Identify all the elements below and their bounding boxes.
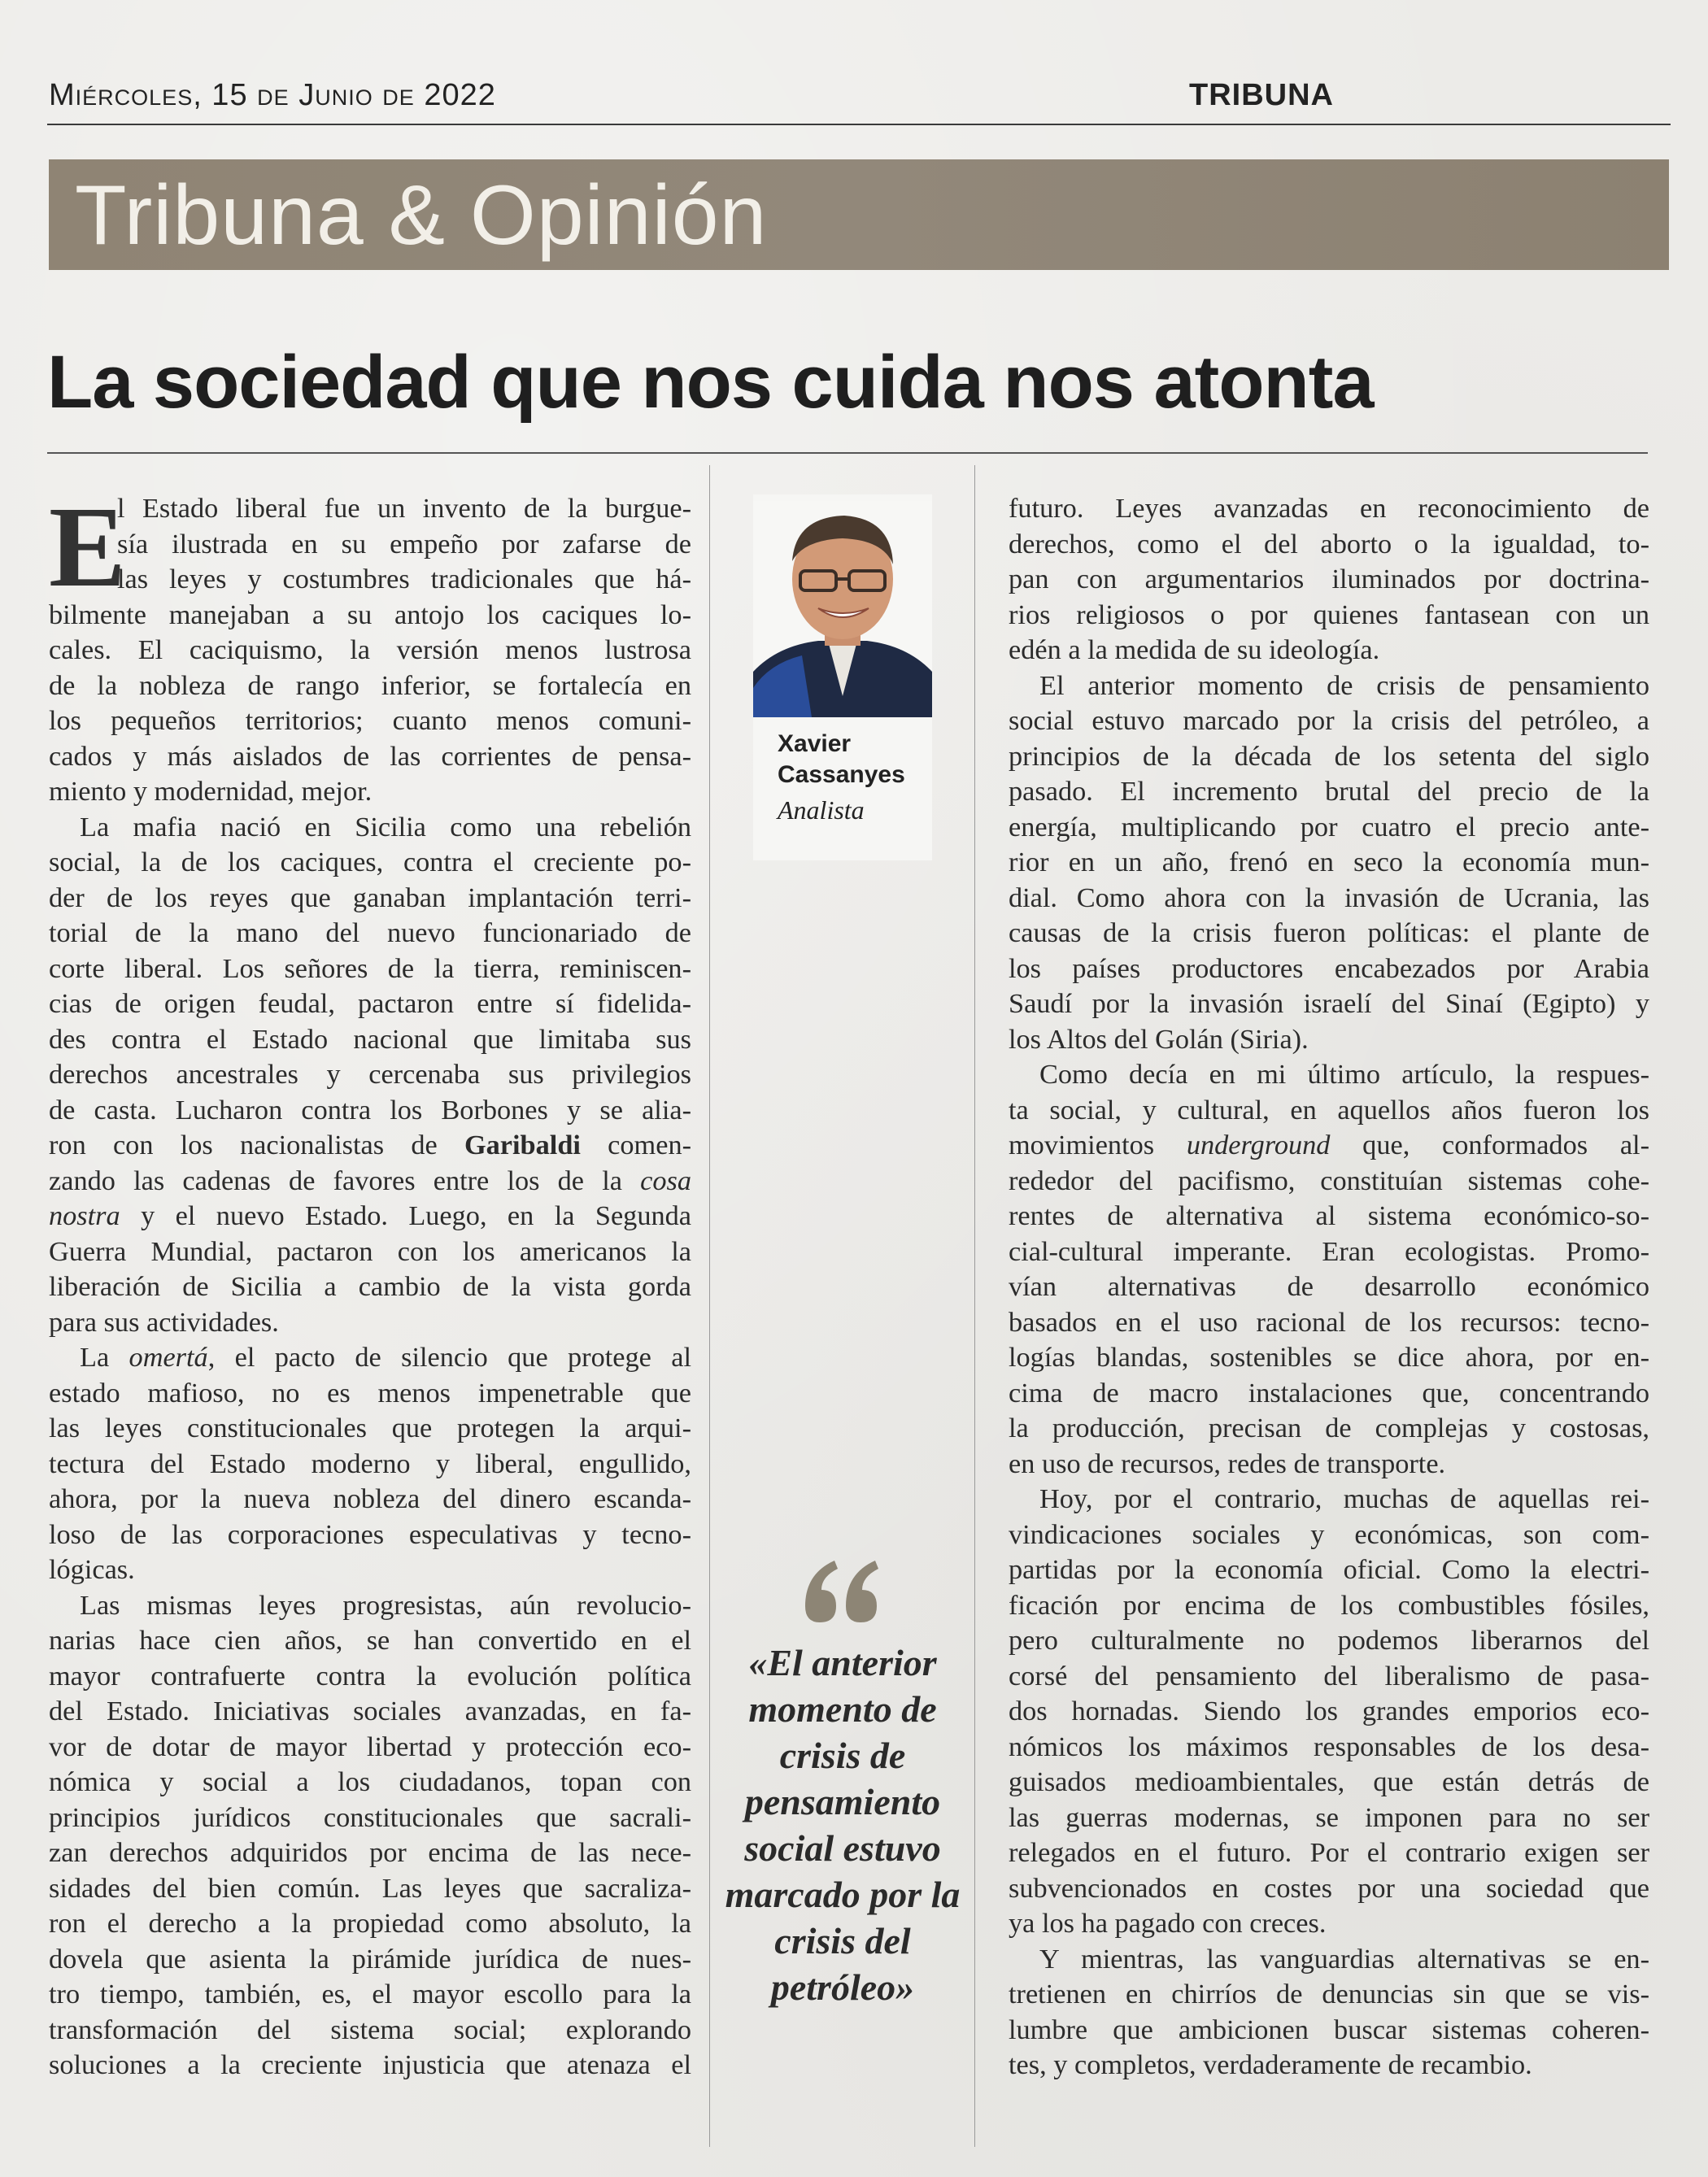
italic-term: omertá	[129, 1342, 208, 1373]
text-fragment: que, conformados al-	[1362, 1130, 1649, 1160]
text-line: Las mismas leyes progresistas, aún revolucio-	[80, 1589, 691, 1621]
text-line: social, la de los caciques, contra el creciente po-	[49, 847, 691, 877]
text-line: pero culturalmente no podemos liberarnos del	[1009, 1625, 1649, 1656]
text-line: futuro. Leyes avanzadas en reconocimiento de	[1009, 493, 1649, 524]
text-line: tro tiempo, también, es, el mayor escollo para la	[49, 1979, 691, 2009]
italic-term: nostra	[49, 1200, 120, 1231]
author-name	[778, 729, 932, 790]
text-line: tectura del Estado moderno y liberal, engullido,	[49, 1448, 691, 1479]
text-line: los pequeños territorios; cuanto menos comuni-	[49, 705, 691, 736]
text-line: Guerra Mundial, pactaron con los americanos la	[49, 1235, 691, 1267]
text-line: nómicos los máximos responsables de los desa-	[1009, 1731, 1649, 1762]
text-line: edén a la medida de su ideología.	[1009, 634, 1380, 665]
bold-name: Garibaldi	[464, 1130, 581, 1160]
text-line: rentes de alternativa al sistema económico-so-	[1009, 1200, 1649, 1231]
text-fragment: , el pacto de silencio que protege al	[207, 1342, 691, 1373]
header-rule	[47, 124, 1671, 125]
text-line: cial-cultural imperante. Eran ecologistas. Promo-	[1009, 1235, 1649, 1267]
text-line: logías blandas, sostenibles se dice ahora, por en-	[1009, 1342, 1649, 1373]
text-line: Y mientras, las vanguardias alternativas se en-	[1039, 1943, 1649, 1975]
text-line	[49, 1199, 691, 1234]
text-line: El anterior momento de crisis de pensamiento	[1039, 669, 1649, 701]
text-line: ron el derecho a la propiedad como absoluto, la	[49, 1908, 691, 1939]
author-role: Analista	[778, 795, 865, 825]
text-line: soluciones a la creciente injusticia que atenaza el	[49, 2049, 691, 2080]
text-line: guisados medioambientales, que están detrás de	[1009, 1766, 1649, 1797]
article-column-1	[49, 482, 692, 2083]
text-line: cados y más aislados de las corrientes de pensa-	[49, 740, 691, 772]
text-line: principios de la década de los setenta del siglo	[1009, 740, 1649, 772]
text-line	[49, 1128, 691, 1164]
drop-cap: E	[49, 482, 126, 611]
author-first-name: Xavier	[778, 730, 852, 757]
quote-mark-icon	[797, 1549, 887, 1631]
italic-term: cosa	[640, 1165, 692, 1196]
text-line: las leyes constitucionales que protegen la arqui-	[49, 1413, 691, 1443]
text-line: rios religiosos o por quienes fantasean con un	[1009, 599, 1649, 630]
text-line: vían alternativas de desarrollo económico	[1009, 1271, 1649, 1302]
text-line: bilmente manejaban a su antojo los caciques lo-	[49, 599, 691, 630]
text-line: dovela que asienta la pirámide jurídica de nues-	[49, 1943, 691, 1975]
section-name: TRIBUNA	[1189, 78, 1334, 112]
text-line: ta social, y cultural, en aquellos años fueron los	[1009, 1094, 1649, 1126]
text-line: corte liberal. Los señores de la tierra, reminiscen-	[49, 952, 691, 984]
text-line: Como decía en mi último artículo, la respues-	[1039, 1059, 1649, 1090]
text-line	[49, 1164, 691, 1200]
text-line: los Altos del Golán (Siria).	[1009, 1023, 1309, 1055]
text-line: partidas por la economía oficial. Como la electri-	[1009, 1554, 1649, 1585]
text-line	[49, 1340, 691, 1376]
text-line: Saudí por la invasión israelí del Sinaí (Egipto) y	[1009, 988, 1649, 1019]
article-column-3	[1009, 491, 1649, 2083]
text-line: cima de macro instalaciones que, concentrando	[1009, 1377, 1649, 1409]
text-line: en uso de recursos, redes de transporte.	[1009, 1448, 1446, 1479]
text-line: la producción, precisan de complejas y costosas,	[1009, 1413, 1649, 1443]
text-line: loso de las corporaciones especulativas y tecno-	[49, 1518, 691, 1550]
author-last-name: Cassanyes	[778, 761, 905, 788]
text-line: relegados en el futuro. Por el contrario exigen ser	[1009, 1837, 1649, 1868]
text-line: de la nobleza de rango inferior, se fortalecía en	[49, 669, 691, 701]
text-line: tretienen en chirríos de denuncias sin que se vis-	[1009, 1979, 1649, 2009]
text-line: zan derechos adquiridos por encima de las nece-	[49, 1837, 691, 1868]
text-line: dial. Como ahora con la invasión de Ucrania, las	[1009, 882, 1649, 913]
text-fragment: ron con los nacionalistas de	[49, 1130, 438, 1160]
text-line: principios jurídicos constitucionales que sacrali-	[49, 1801, 691, 1833]
text-line: las guerras modernas, se imponen para no ser	[1009, 1801, 1649, 1833]
text-line: social estuvo marcado por la crisis del petróleo, a	[1009, 705, 1649, 736]
text-line: derechos, como el del aborto o la igualdad, to-	[1009, 528, 1649, 559]
text-line: para sus actividades.	[49, 1306, 279, 1338]
text-line	[1009, 1128, 1649, 1164]
text-line: cales. El caciquismo, la versión menos lustrosa	[49, 634, 691, 665]
text-fragment: La	[80, 1342, 110, 1373]
text-fragment: zando las cadenas de favores entre los de la	[49, 1165, 622, 1196]
text-line: pasado. El incremento brutal del precio de la	[1009, 776, 1649, 807]
text-line: estado mafioso, no es menos impenetrable que	[49, 1377, 691, 1409]
text-line: ahora, por la nueva nobleza del dinero escanda-	[49, 1483, 691, 1514]
column-divider-left	[709, 465, 710, 2147]
text-line: rededor del pacifismo, constituían sistemas cohe-	[1009, 1165, 1649, 1196]
text-line: de casta. Lucharon contra los Borbones y se alia-	[49, 1094, 691, 1126]
headline-rule	[47, 452, 1648, 454]
text-line: vindicaciones sociales y económicas, son com-	[1009, 1518, 1649, 1550]
text-line: pan con argumentarios iluminados por doctrina-	[1009, 564, 1649, 594]
text-line: subvencionados en costes por una sociedad que	[1009, 1872, 1649, 1904]
issue-date: Miércoles, 15 de Junio de 2022	[49, 78, 496, 112]
text-line: transformación del sistema social; explorando	[49, 2014, 691, 2045]
text-line: corsé del pensamiento del liberalismo de pasa-	[1009, 1660, 1649, 1692]
text-line: lógicas.	[49, 1554, 135, 1585]
text-line: ficación por encima de los combustibles fósiles,	[1009, 1589, 1649, 1621]
text-line: cias de origen feudal, pactaron entre sí fidelida-	[49, 988, 691, 1019]
text-line: sidades del bien común. Las leyes que sacraliza-	[49, 1872, 691, 1904]
author-photo	[753, 501, 932, 717]
column-divider-right	[974, 465, 975, 2147]
text-fragment: y el nuevo Estado. Luego, en la Segunda	[141, 1200, 691, 1231]
text-line: dos hornadas. Siendo los grandes emporios eco-	[1009, 1696, 1649, 1726]
text-line: l Estado liberal fue un invento de la burgue-	[117, 493, 691, 524]
text-line: des contra el Estado nacional que limitaba sus	[49, 1023, 691, 1055]
text-line: tes, y completos, verdaderamente de recambio.	[1009, 2049, 1532, 2080]
pull-quote: «El anterior momento de crisis de pensamiento social estuvo marcado por la crisis del petróleo»	[725, 1642, 961, 2008]
text-line: vor de dotar de mayor libertad y protección eco-	[49, 1731, 691, 1762]
text-line: ya los ha pagado con creces.	[1009, 1908, 1327, 1939]
text-line: las leyes y costumbres tradicionales que há-	[117, 564, 691, 594]
text-line: sía ilustrada en su empeño por zafarse de	[117, 528, 691, 559]
text-line: causas de la crisis fueron políticas: el plante de	[1009, 917, 1649, 948]
text-line: los países productores encabezados por Arabia	[1009, 952, 1649, 984]
text-line: rior en un año, frenó en seco la economía mun-	[1009, 847, 1649, 877]
text-line: miento y modernidad, mejor.	[49, 776, 373, 807]
text-line: der de los reyes que ganaban implantación terri-	[49, 882, 691, 913]
text-line: La mafia nació en Sicilia como una rebelión	[80, 811, 691, 842]
text-line: derechos ancestrales y cercenaba sus privilegios	[49, 1059, 691, 1090]
text-fragment: comen-	[608, 1130, 692, 1160]
text-line: lumbre que ambicionen buscar sistemas coheren-	[1009, 2014, 1649, 2045]
text-fragment: movimientos	[1009, 1130, 1155, 1160]
text-line: basados en el uso racional de los recursos: tecno-	[1009, 1306, 1649, 1338]
article-headline: La sociedad que nos cuida nos atonta	[47, 341, 1374, 424]
text-line: nómica y social a los ciudadanos, topan con	[49, 1766, 691, 1797]
text-line: mayor contrafuerte contra la evolución política	[49, 1660, 691, 1692]
text-line: Hoy, por el contrario, muchas de aquellas rei-	[1039, 1483, 1649, 1514]
text-line: narias hace cien años, se han convertido en el	[49, 1625, 691, 1656]
section-banner-title: Tribuna & Opinión	[75, 168, 768, 263]
text-line: energía, multiplicando por cuatro el precio ante-	[1009, 811, 1649, 842]
text-line: torial de la mano del nuevo funcionariado de	[49, 917, 691, 948]
text-line: del Estado. Iniciativas sociales avanzadas, en fa-	[49, 1696, 691, 1726]
italic-term: underground	[1186, 1130, 1331, 1160]
text-line: liberación de Sicilia a cambio de la vista gorda	[49, 1271, 691, 1302]
